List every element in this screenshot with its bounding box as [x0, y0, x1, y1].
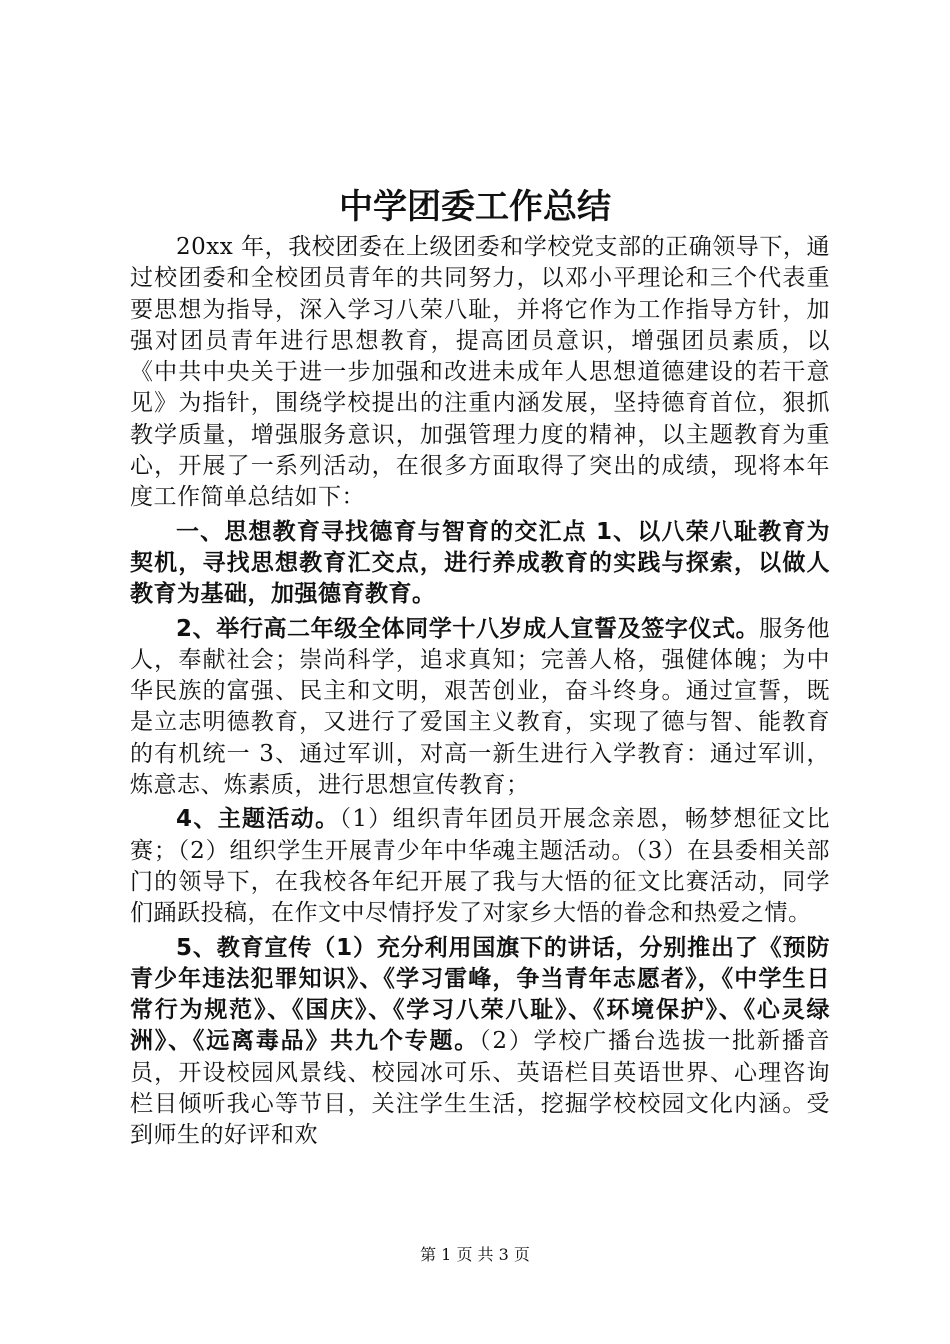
paragraph-intro: [130, 232, 830, 514]
paragraph-text: （1）组织青年团员开展念亲恩，畅梦想征文比赛；（2）组织学生开展青少年中华魂主题活动。（3）在县委相关部门的领导下，在我校各年纪开展了我与大悟的征文比赛活动，同学们踊跃投稿，在作文中尽情抒发了对家乡大悟的眷念和热爱之情。: [130, 806, 830, 927]
document-body: [130, 232, 830, 1152]
paragraph-text: 20xx 年，我校团委在上级团委和学校党支部的正确领导下，通过校团委和全校团员青年的共同努力，以邓小平理论和三个代表重要思想为指导，深入学习八荣八耻，并将它作为工作指导方针，加强对团员青年进行思想教育，提高团员意识，增强团员素质，以《中共中央关于进一步加强和改进未成年人思想道德建设的若干意见》为指针，围绕学校提出的注重内涵发展，坚持德育首位，狠抓教学质量，增强服务意识，加强管理力度的精神，以主题教育为重心，开展了一系列活动，在很多方面取得了突出的成绩，现将本年度工作简单总结如下：: [130, 234, 830, 511]
document-title: 中学团委工作总结: [339, 187, 611, 227]
paragraph-heading: 4、主题活动。: [176, 806, 340, 833]
paragraph-item-4: [130, 804, 830, 929]
paragraph-heading: 一、思想教育寻找德育与智育的交汇点 1、以八荣八耻教育为契机，寻找思想教育汇交点，进行养成教育的实践与探索，以做人教育为基础，加强德育教育。: [130, 518, 830, 608]
paragraph-text: 服务他人，奉献社会；崇尚科学，追求真知；完善人格，强健体魄；为中华民族的富强、民主和文明，艰苦创业，奋斗终身。通过宣誓，既是立志明德教育，又进行了爱国主义教育，实现了德与智、能教育的有机统一 3、通过军训，对高一新生进行入学教育：通过军训，炼意志、炼素质，进行思想宣传教育；: [130, 615, 831, 799]
paragraph-text: （2）学校广播台选拔一批新播音员，开设校园风景线、校园冰可乐、英语栏目英语世界、心理咨询栏目倾听我心等节目，关注学生生活，挖掘学校校园文化内涵。受到师生的好评和欢: [130, 1028, 831, 1149]
paragraph-section-1: [130, 517, 830, 611]
paragraph-heading: 2、举行高二年级全体同学十八岁成人宣誓及签字仪式。: [176, 615, 760, 642]
paragraph-item-2: [130, 614, 830, 802]
page-footer: 第 1 页 共 3 页: [420, 1245, 530, 1264]
paragraph-heading: 5、教育宣传（1）充分利用国旗下的讲话，分别推出了《预防青少年违法犯罪知识》、《学习雷峰，争当青年志愿者》，《中学生日常行为规范》、《国庆》、《学习八荣八耻》、《环境保护》、《心灵绿洲》、《远离毒品》共九个专题。: [130, 934, 830, 1055]
paragraph-item-5: [130, 933, 830, 1152]
